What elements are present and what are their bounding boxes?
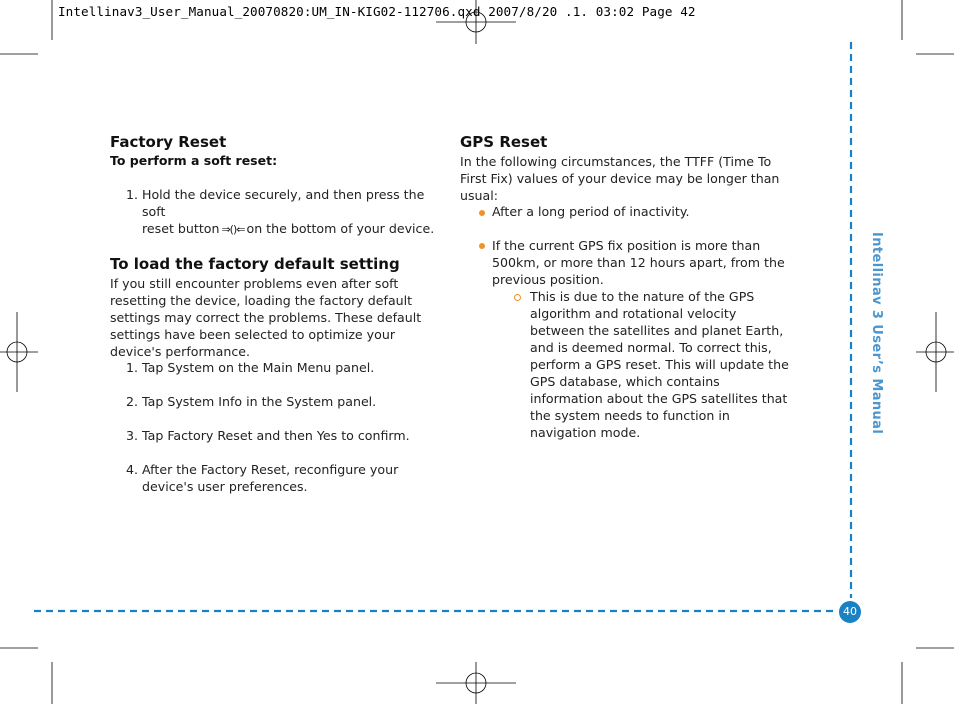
default-step bbox=[126, 393, 436, 410]
step-text: Tap System on the Main Menu panel. bbox=[142, 360, 375, 375]
soft-reset-subheading: To perform a soft reset: bbox=[110, 153, 278, 168]
gps-sub-bullet: This is due to the nature of the GPS algorithm and rotational velocity between the satellites and planet Earth, and is deemed normal. To correct this, perform a GPS reset. This will update the GPS database, which contains information about the GPS satellites that the system needs to function in navigation mode. bbox=[530, 289, 789, 440]
circle-bullet-icon bbox=[514, 294, 521, 301]
print-slug: Intellinav3_User_Manual_20070820:UM_IN-KIG02-112706.qxd 2007/8/20 .1. 03:02 Page 42 bbox=[58, 4, 696, 19]
default-setting-heading: To load the factory default setting bbox=[110, 255, 400, 273]
gps-reset-intro: In the following circumstances, the TTFF (Time To First Fix) values of your device may be longer than usual: bbox=[460, 154, 780, 203]
gps-reset-heading: GPS Reset bbox=[460, 133, 548, 151]
registration-mark bbox=[436, 0, 516, 44]
step-number: 3. bbox=[126, 428, 139, 443]
step-number: 4. bbox=[126, 462, 139, 477]
page-number-badge: 40 bbox=[839, 601, 861, 623]
step-text-pre: reset button bbox=[142, 221, 220, 236]
registration-mark bbox=[436, 662, 516, 704]
orange-bullet-icon bbox=[479, 210, 485, 216]
step-text: After the Factory Reset, reconfigure your device's user preferences. bbox=[142, 462, 399, 494]
gps-bullet-item: If the current GPS fix position is more than 500km, or more than 12 hours apart, from the previous position. bbox=[492, 238, 785, 287]
step-text-post: on the bottom of your device. bbox=[246, 221, 435, 236]
registration-mark bbox=[916, 312, 954, 392]
gps-bullet-item: After a long period of inactivity. bbox=[492, 204, 690, 219]
step-number: 1. bbox=[126, 360, 139, 375]
step-number: 1. bbox=[126, 187, 139, 202]
step-text-line1: Hold the device securely, and then press the soft bbox=[142, 187, 425, 219]
step-text: Tap System Info in the System panel. bbox=[142, 394, 377, 409]
manual-side-title: Intellinav 3 User’s Manual bbox=[869, 232, 884, 435]
step-text-line2 bbox=[126, 220, 436, 238]
default-setting-intro: If you still encounter problems even after soft resetting the device, loading the factory default settings may correct the problems. These default settings have been selected to optimize your device's performance. bbox=[110, 276, 422, 359]
orange-bullet-icon bbox=[479, 243, 485, 249]
factory-reset-heading: Factory Reset bbox=[110, 133, 227, 151]
soft-reset-step bbox=[126, 186, 436, 238]
default-step bbox=[126, 461, 436, 495]
registration-mark bbox=[0, 312, 38, 392]
default-step bbox=[126, 359, 436, 376]
step-number: 2. bbox=[126, 394, 139, 409]
default-step bbox=[126, 427, 436, 444]
step-text: Tap Factory Reset and then Yes to confirm. bbox=[142, 428, 410, 443]
soft-reset-icon: ⇒()⇐ bbox=[221, 223, 245, 236]
